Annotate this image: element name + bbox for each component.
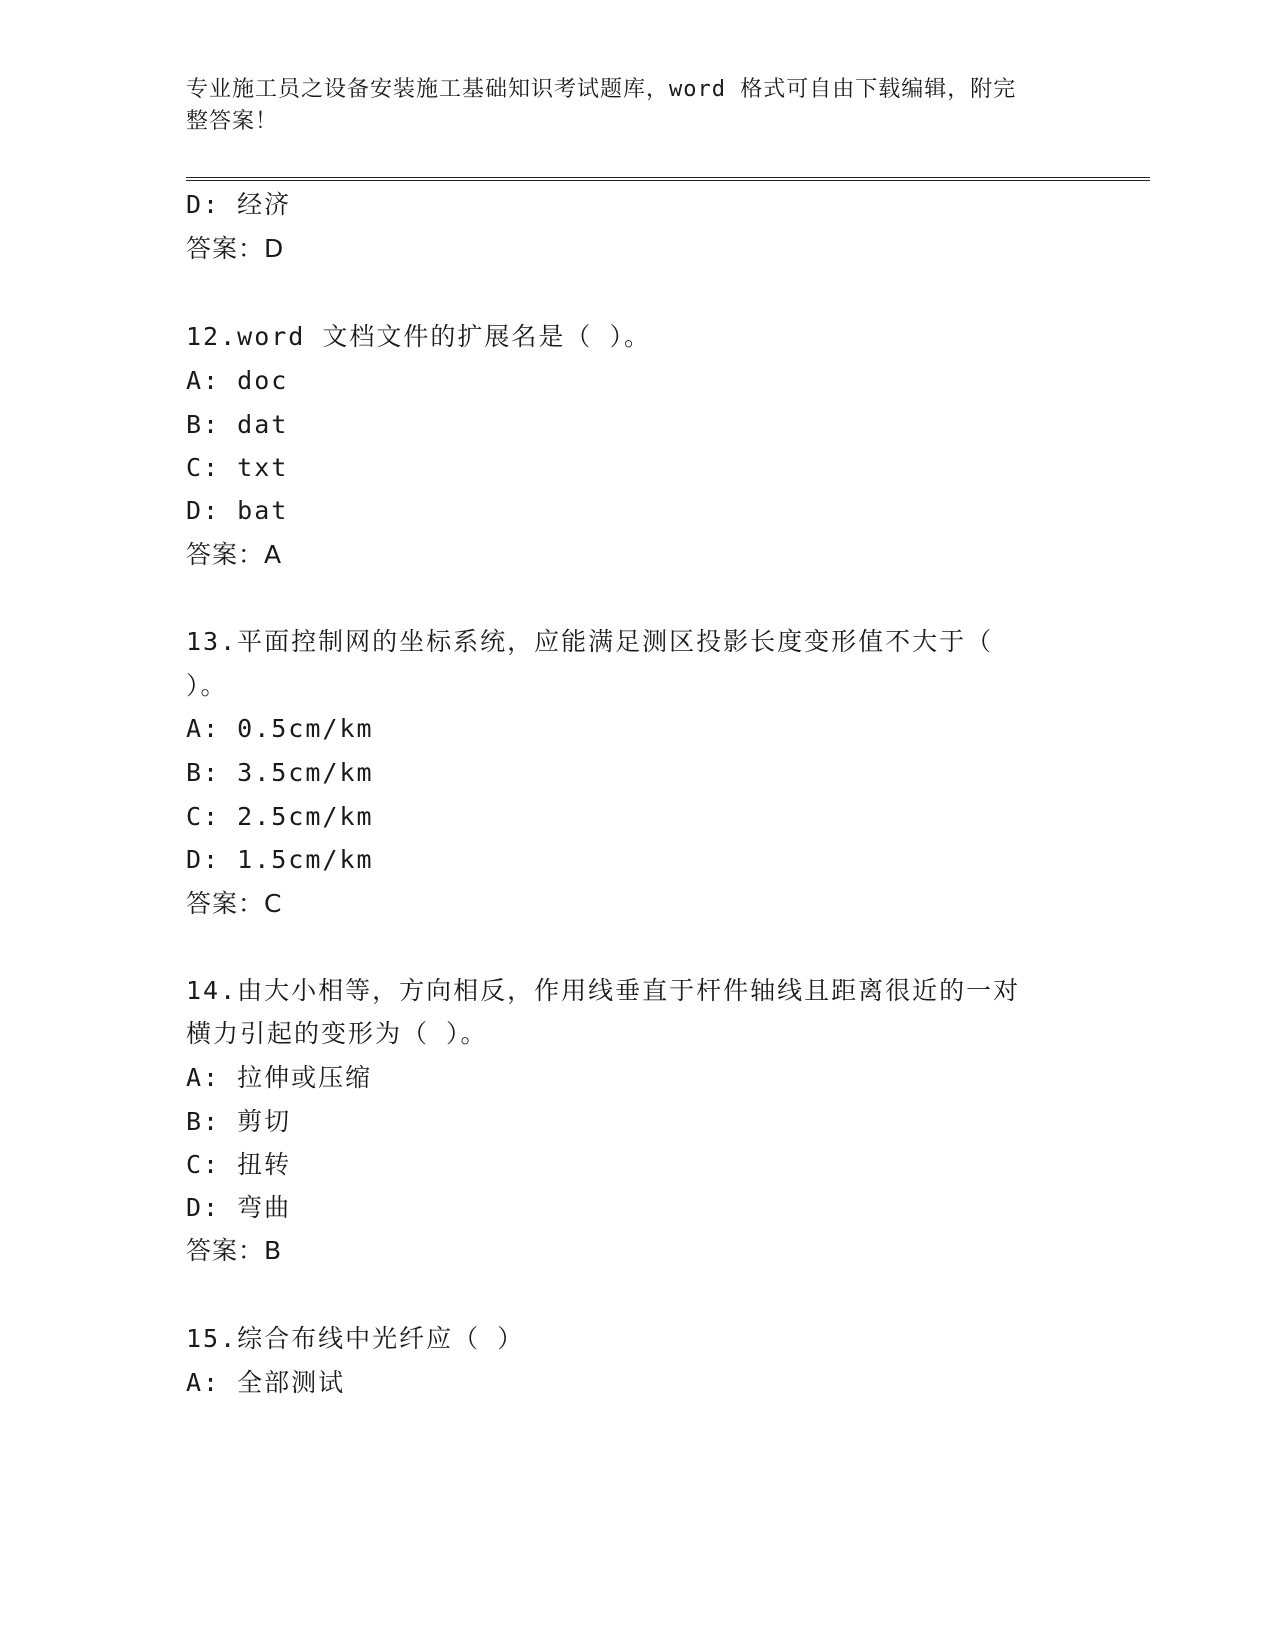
q15-question: 15.综合布线中光纤应（ ） <box>186 1324 525 1353</box>
q13-option-a: A: 0.5cm/km <box>186 714 374 743</box>
q14-option-a: A: 拉伸或压缩 <box>186 1063 373 1092</box>
header-line-1: 专业施工员之设备安装施工基础知识考试题库，word 格式可自由下载编辑，附完 <box>186 77 1017 102</box>
q14-question-line-2: 横力引起的变形为（ ）。 <box>186 1019 488 1048</box>
q13-question-line-2: ）。 <box>186 671 228 700</box>
q15-option-a: A: 全部测试 <box>186 1368 346 1397</box>
q13-question-line-1: 13.平面控制网的坐标系统，应能满足测区投影长度变形值不大于（ <box>186 627 994 656</box>
q12-option-b: B: dat <box>186 410 289 439</box>
q13-option-d: D: 1.5cm/km <box>186 845 374 874</box>
header-divider <box>186 177 1150 181</box>
q14-option-b: B: 剪切 <box>186 1107 292 1136</box>
q13-option-c: C: 2.5cm/km <box>186 802 374 831</box>
header-line-2: 整答案！ <box>186 109 279 134</box>
q12-option-c: C: txt <box>186 453 289 482</box>
q14-question-line-1: 14.由大小相等，方向相反，作用线垂直于杆件轴线且距离很近的一对 <box>186 976 1021 1005</box>
q13-option-b: B: 3.5cm/km <box>186 758 374 787</box>
q12-option-d: D: bat <box>186 496 289 525</box>
page-header <box>186 74 1066 138</box>
q12-question: 12.word 文档文件的扩展名是（ ）。 <box>186 322 651 351</box>
q14-option-c: C: 扭转 <box>186 1150 292 1179</box>
q12-option-a: A: doc <box>186 366 289 395</box>
q11-option-d: D: 经济 <box>186 190 292 219</box>
q11-answer: 答案：D <box>186 234 285 263</box>
q14-option-d: D: 弯曲 <box>186 1193 292 1222</box>
q12-answer: 答案：A <box>186 540 283 569</box>
q14-answer: 答案：B <box>186 1236 283 1265</box>
q13-answer: 答案：C <box>186 889 283 918</box>
